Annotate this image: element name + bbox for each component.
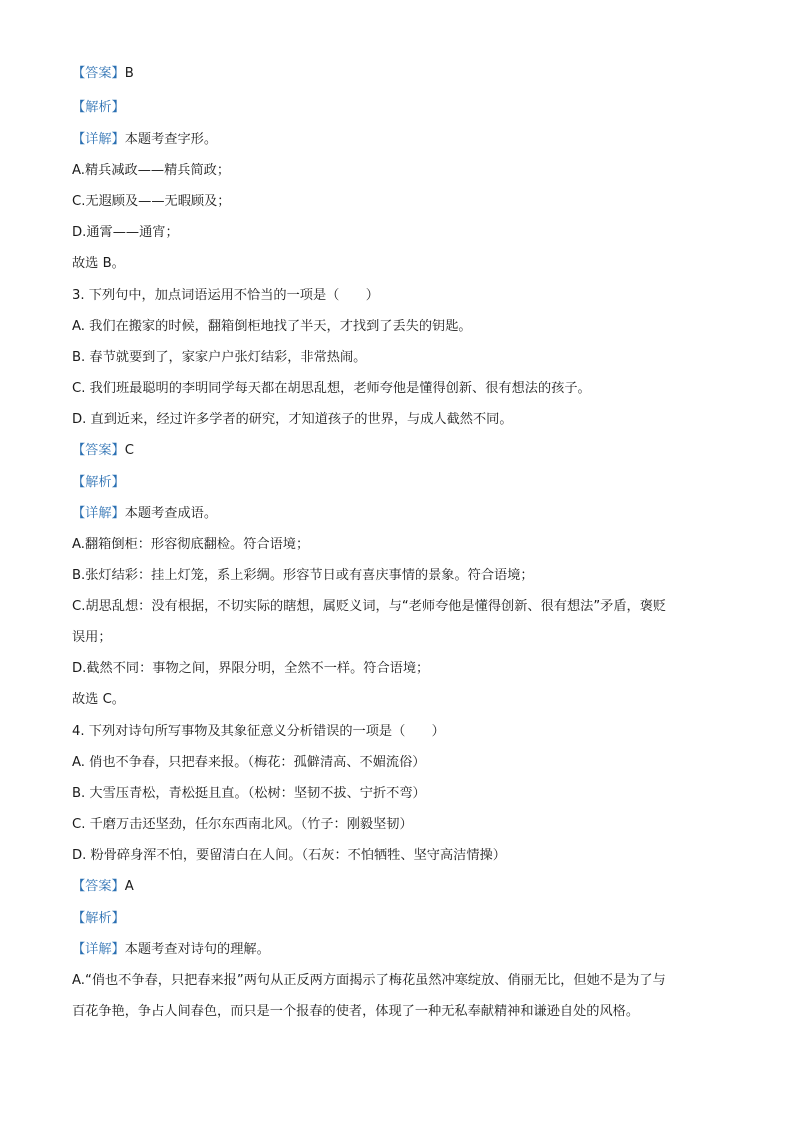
text-line: A.精兵减政——精兵简政； (72, 163, 231, 178)
option-line: D. 粉骨碎身浑不怕，要留清白在人间。（石灰：不怕牺牲、坚守高洁情操） (72, 848, 506, 863)
answer-tag: 【答案】 (72, 66, 125, 81)
answer-line (72, 64, 732, 84)
detail-tag: 【详解】 (72, 506, 125, 521)
analysis-heading: 【解析】 (72, 475, 125, 490)
option-line: B. 春节就要到了，家家户户张灯结彩，非常热闹。 (72, 350, 367, 365)
text-line: C.无遐顾及——无暇顾及； (72, 194, 231, 209)
text-line: D.截然不同：事物之间，界限分明，全然不一样。符合语境； (72, 661, 430, 676)
option-line: A. 我们在搬家的时候，翻箱倒柜地找了半天，才找到了丢失的钥匙。 (72, 319, 472, 334)
detail-text: 本题考查成语。 (124, 506, 218, 521)
option-line: B. 大雪压青松，青松挺且直。（松树：坚韧不拔、宁折不弯） (72, 786, 426, 801)
answer-line (72, 441, 732, 461)
analysis-label: 解析 (85, 475, 112, 490)
detail-line (72, 940, 732, 960)
text-line: B.张灯结彩：挂上灯笼，系上彩绸。形容节日或有喜庆事情的景象。符合语境； (72, 568, 534, 583)
detail-tag: 【详解】 (72, 942, 125, 957)
question-stem: 4. 下列对诗句所写事物及其象征意义分析错误的一项是（ ） (72, 724, 445, 739)
question-stem: 3. 下列句中，加点词语运用不恰当的一项是（ ） (72, 288, 379, 303)
answer-value: B (124, 66, 134, 81)
text-line: A.翻箱倒柜：形容彻底翻检。符合语境； (72, 537, 310, 552)
option-line: D. 直到近来，经过许多学者的研究，才知道孩子的世界，与成人截然不同。 (72, 412, 513, 427)
analysis-heading: 【解析】 (72, 100, 125, 115)
text-line: 故选 B。 (72, 256, 125, 271)
option-line: C. 我们班最聪明的李明同学每天都在胡思乱想，老师夸他是懂得创新、很有想法的孩子。 (72, 381, 591, 396)
answer-tag: 【答案】 (72, 443, 125, 458)
option-line: A. 俏也不争春，只把春来报。（梅花：孤僻清高、不媚流俗） (72, 755, 426, 770)
detail-tag: 【详解】 (72, 132, 125, 147)
detail-line (72, 504, 732, 524)
detail-text: 本题考查字形。 (124, 132, 218, 147)
text-line: D.通霄——通宵； (72, 225, 179, 240)
analysis-label: 解析 (85, 911, 112, 926)
answer-value: C (124, 443, 134, 458)
text-line: 故选 C。 (72, 692, 125, 707)
detail-line (72, 130, 732, 150)
option-line: C. 千磨万击还坚劲，任尔东西南北风。（竹子：刚毅坚韧） (72, 817, 413, 832)
text-line: 误用； (72, 630, 112, 645)
analysis-label: 解析 (85, 100, 112, 115)
answer-value: A (124, 879, 134, 894)
analysis-heading: 【解析】 (72, 911, 125, 926)
text-line: C.胡思乱想：没有根据，不切实际的瞎想，属贬义词，与“老师夸他是懂得创新、很有想法”矛盾，褒贬 (72, 599, 667, 614)
text-line: A.“俏也不争春，只把春来报”两句从正反两方面揭示了梅花虽然冲寒绽放、俏丽无比，但她不是为了与 (72, 973, 666, 988)
text-line: 百花争艳，争占人间春色，而只是一个报春的使者，体现了一种无私奉献精神和谦逊自处的风格。 (72, 1004, 640, 1019)
answer-line (72, 877, 732, 897)
detail-text: 本题考查对诗句的理解。 (124, 942, 270, 957)
answer-tag: 【答案】 (72, 879, 125, 894)
